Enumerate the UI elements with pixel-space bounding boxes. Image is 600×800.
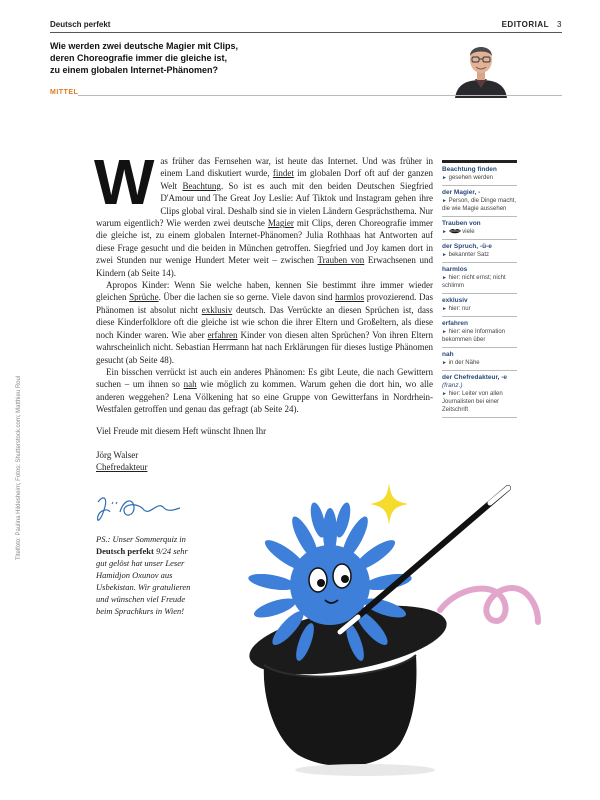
glossary-word[interactable]: harmlos: [335, 292, 365, 303]
glossary-term: erfahren: [442, 320, 469, 327]
glossary-term: Beachtung finden: [442, 166, 497, 173]
text: deutsch. Das Verrückte an diesen Sprüchen ist, dass diese Kinderfolklore oft die gleiche ist wie schon die ihrer Eltern und Großeltern, als diese noch Kinder waren. Wie aber: [96, 304, 433, 340]
text: . Über die lachen sie so gerne. Viele davon sind: [158, 292, 336, 303]
arrow-icon: ►: [442, 175, 447, 181]
magazine-name: Deutsch perfekt: [50, 20, 111, 29]
glossary-term: nah: [442, 351, 454, 358]
arrow-icon: ►: [442, 229, 447, 235]
text: im globalen Dorf oft auf der ganzen Welt: [160, 168, 433, 191]
glossary-term: der Magier, -: [442, 189, 481, 196]
glossary-term: Trauben von: [442, 220, 481, 227]
text: Kinder von diesen alten Sprüchen? Von ihren Eltern wahrscheinlich nicht. Sebastian Herrmann hat nach Erklärungen für dieses lustige Phänomen gesucht (ab Seite 48).: [96, 329, 433, 365]
photo-credits: Titelfoto: Paulina Hildesheim; Fotos: Shutterstock.com; Matthieu Roul: [16, 375, 22, 560]
author-role[interactable]: Chefredakteur: [96, 462, 148, 472]
glossary-term: exklusiv: [442, 297, 468, 304]
sparkle-icon: [370, 483, 408, 525]
glossary-word[interactable]: Beachtung: [182, 180, 221, 191]
text: . So ist es auch mit den beiden Deutschen Siegfried D'Amour und The Great Joy Leslie: Auf Tiktok und Instagram gehen ihre Clips global viral. Deshalb sind sie in vielen Ländern Gesprächsthema. Nur warum eigentlich? Wie werden zwei deutsche: [96, 180, 433, 229]
arrow-icon: ►: [442, 275, 447, 281]
text: Erwachsenen und Kindern (ab Seite 14).: [96, 255, 434, 278]
author-name: Jörg Walser: [96, 450, 139, 460]
definition-text: viele: [462, 229, 475, 235]
glossary-word[interactable]: erfahren: [207, 329, 238, 340]
definition-text: in der Nähe: [448, 360, 480, 366]
teaser-line: zu einem globalen Internet-Phänomen?: [50, 65, 219, 75]
definition-text: hier: nur: [448, 306, 471, 312]
text: Apropos Kinder: Wenn Sie welche haben, kennen Sie bestimmt ihre immer wieder gleichen: [96, 280, 433, 303]
glossary-term: der Chefredakteur, -e: [442, 374, 508, 381]
glossary-term-origin: (franz.): [442, 382, 463, 389]
teaser-line: Wie werden zwei deutsche Magier mit Clips,: [50, 41, 238, 51]
glossary-term: harmlos: [442, 266, 468, 273]
arrow-icon: ►: [442, 252, 447, 258]
glossary-word[interactable]: nah: [183, 379, 197, 390]
glossary-word[interactable]: exklusiv: [201, 304, 233, 315]
definition-text: hier: eine Information bekommen über: [442, 329, 505, 343]
dropcap: W: [94, 146, 155, 218]
level-label: MITTEL: [50, 89, 79, 96]
arrow-icon: ►: [442, 306, 447, 312]
arrow-icon: ►: [442, 329, 447, 335]
text: mit Clips, deren Choreografie immer die gleiche ist, zu einem globalen Internet-Phänomen? Julia Rothhaas hat Antworten auf diese Frage gesucht und die beiden in München getroffen. Siegfried und Joy kamen dort in zwei Stunden nur wenige Hundert Meter weit – zwischen: [96, 218, 434, 266]
definition-text: gesehen werden: [448, 175, 493, 181]
glossary-word[interactable]: Trauben von: [317, 255, 365, 266]
definition-text: bekannter Satz: [448, 252, 489, 258]
section-title: EDITORIAL: [501, 20, 550, 29]
teaser-line: deren Choreografie immer die gleiche ist,: [50, 53, 228, 63]
glossary-term: der Spruch, -ü-e: [442, 243, 492, 250]
definition-text: hier: nicht ernst; nicht schlimm: [442, 275, 506, 289]
page-number: 3: [557, 20, 562, 29]
definition-text: Person, die Dinge macht, die wie Magie aussehen: [442, 198, 516, 212]
text: Ein bisschen verrückt ist auch ein anderes Phänomen: Es gibt Leute, die nach Gewittern suchen – um ihnen so: [96, 366, 433, 390]
closing-line: Viel Freude mit diesem Heft wünscht Ihnen Ihr: [96, 426, 267, 436]
ps-text: 9/24 sehr gut gelöst hat unser Leser Hamidjon Oxunov aus Usbekistan. Wir gratulieren und wünschen viel Freude beim Sprachkurs in Wien!: [96, 546, 191, 616]
glossary-word[interactable]: Sprüche: [129, 292, 159, 303]
ribbon-swirl: [440, 588, 538, 622]
arrow-icon: ►: [442, 360, 447, 366]
glossary-word[interactable]: Magier: [267, 218, 294, 229]
ps-text: PS.: Unser Sommerquiz in: [96, 534, 186, 544]
arrow-icon: ►: [442, 198, 447, 204]
text: wie möglich zu kommen. Warum gehen die dort hin, wo alle anderen weggehen? Lena Völkening hat so eine Gruppe von Gewitterfans in Nordrhein-Westfalen getroffen und genau das gefragt (ab Seite 24).: [96, 379, 433, 415]
text: as früher das Fernsehen war, ist heute das Internet. Und was früher in einem Land diskutiert wurde,: [160, 156, 433, 179]
text: provozierend. Das Phänomen ist absolut nicht: [96, 292, 433, 315]
definition-text: hier: Leiter von allen Journalisten bei einer Zeitschrift: [442, 391, 503, 413]
arrow-icon: ►: [442, 391, 447, 397]
glossary-word[interactable]: findet: [272, 168, 294, 179]
ps-brand: Deutsch perfekt: [96, 546, 154, 556]
